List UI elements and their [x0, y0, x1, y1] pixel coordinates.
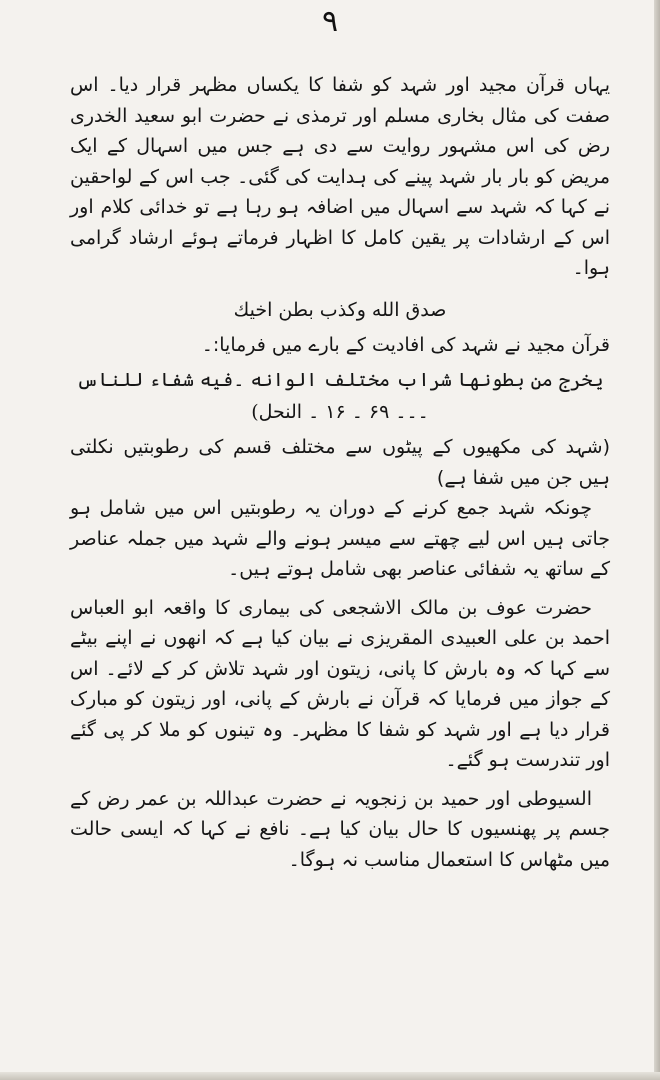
- arabic-quote-hadith: صدق الله وكذب بطن اخيك: [233, 298, 447, 321]
- paragraph-translation: (شہد کی مکھیوں کے پیٹوں سے مختلف قسم کی رطوبتیں نکلتی ہیں جن میں شفا ہے): [70, 436, 610, 489]
- arabic-quote-verse: يخرج من بطونها شراب مختلف الوانه ۔فيه شفاء للناس ۔۔۔ ۶۹ ۔ ۱۶ ۔ النحل): [76, 369, 604, 423]
- paragraph-honey-elements: چونکہ شہد جمع کرنے کے دوران یہ رطوبتیں اس میں شامل ہو جاتی ہیں اس لیے چھتے سے میسر ہونے والے شہد میں جملہ عناصر کے ساتھ یہ شفائی عناصر بھی شامل ہوتے ہیں۔: [70, 497, 610, 580]
- paragraph-auf-story: حضرت عوف بن مالک الاشجعی کی بیماری کا واقعہ ابو العباس احمد بن علی العبیدی المقریزی نے بیان کیا ہے کہ انھوں نے اپنے بیٹے سے کہا کہ وہ بارش کا پانی، زیتون اور شہد تلاش کر کے لائے۔ اس کے جواز میں فرمایا کہ قرآن نے بارش کے پانی، اور زیتون کو مبارک قرار دیا ہے اور شہد کو شفا کا مظہر۔ وہ تینوں کو ملا کر پی گئے اور تندرست ہو گئے۔: [70, 596, 610, 771]
- paragraph-suyuti: السیوطی اور حمید بن زنجویہ نے حضرت عبداللہ بن عمر رض کے جسم پر پھنسیوں کا حال بیان کیا ہے۔ نافع نے کہا کہ ایسی حالت میں مٹھاس کا استعمال مناسب نہ ہوگا۔: [70, 787, 610, 871]
- page-body: [70, 70, 610, 875]
- page-edge-right: [654, 0, 660, 1080]
- page-edge-bottom: [0, 1072, 660, 1080]
- spacer: [70, 776, 610, 784]
- paragraph-honey-healing: یہاں قرآن مجید اور شہد کو شفا کا یکساں مظہر قرار دیا۔ اس صفت کی مثال بخاری مسلم اور ترمذی نے حضرت ابو سعید الخدری رض کی اس مشہور روایت سے دی ہے جس میں اسہال کے ایک مریض کو بار بار شہد پینے کی ہدایت کی گئی۔ جب اس کے لواحقین نے کہا کہ شہد سے اسہال میں اضافہ ہو رہا ہے تو خدائی کلام اور اس کے ارشادات پر یقین کامل کا اظہار فرماتے ہوئے ارشاد گرامی ہوا۔: [70, 74, 610, 279]
- spacer: [70, 585, 610, 593]
- paragraph-quran-intro: قرآن مجید نے شہد کی افادیت کے بارے میں فرمایا:۔: [201, 333, 610, 356]
- page-number: ۹: [321, 4, 339, 39]
